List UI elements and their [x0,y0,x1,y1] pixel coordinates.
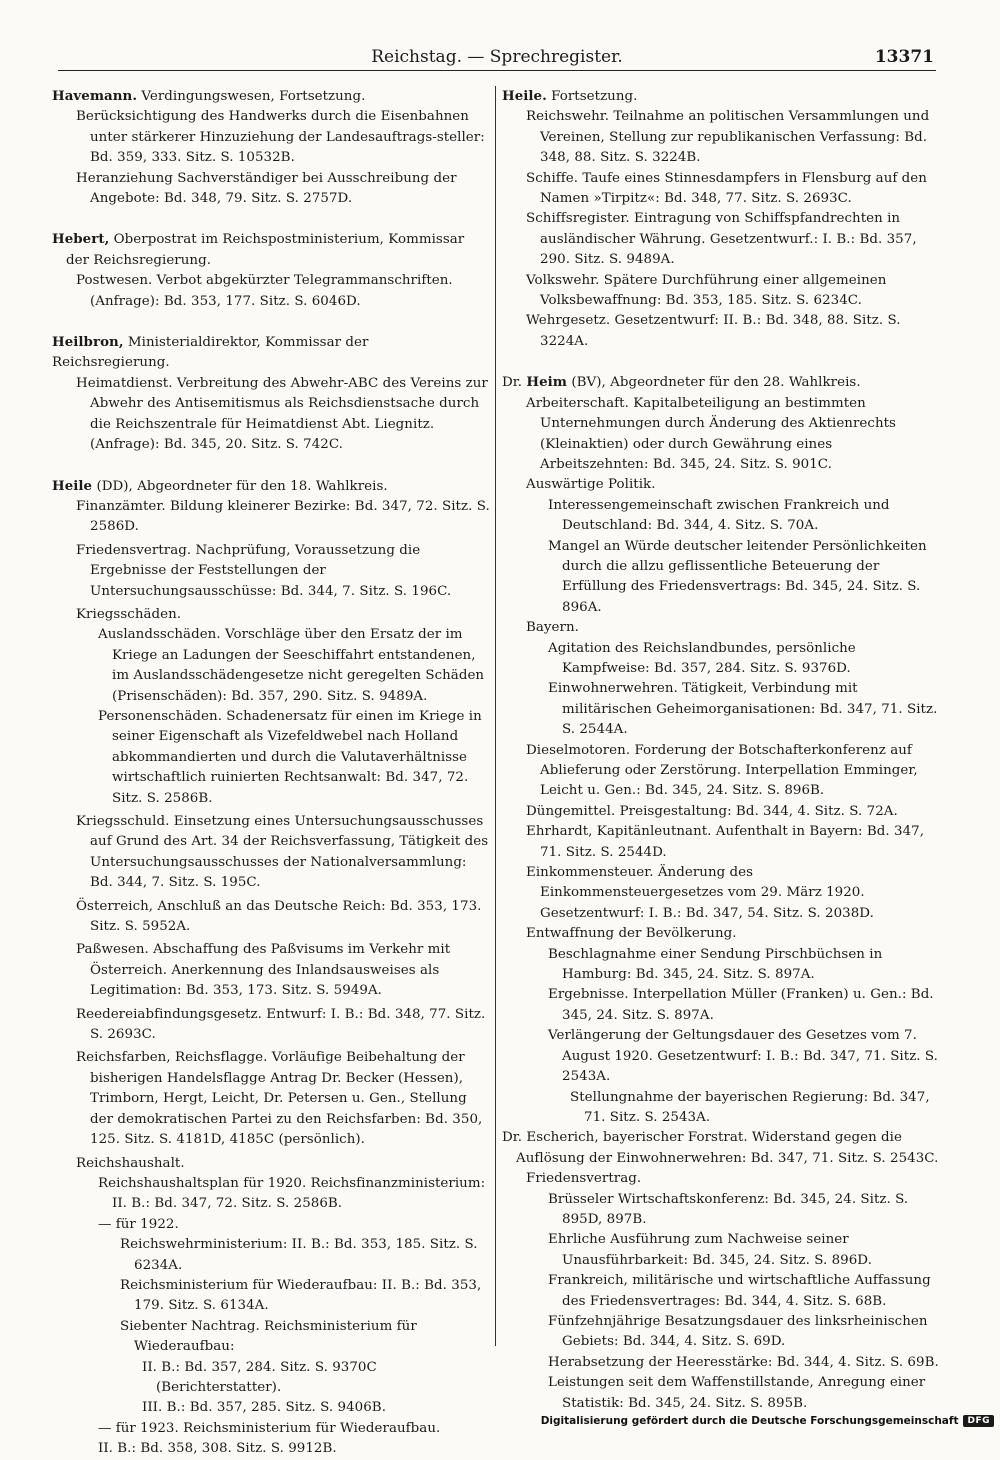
list-item: Reichshaushaltsplan für 1920. Reichsfinanzministerium: II. B.: Bd. 347, 72. Sitz. S. 2586B. [98,1175,486,1212]
keyword: Paßwesen. [76,942,149,958]
list-item: Reichsministerium für Wiederaufbau: II. B.: Bd. 353, 179. Sitz. S. 6134A. [120,1277,482,1314]
keyword: Entwaffnung der Bevölkerung. [526,926,737,942]
entry-text: Bildung kleinerer Bezirke: Bd. 347, 72. Sitz. S. 2586D. [90,498,490,535]
speaker-description: Oberpostrat im Reichspostministerium, Kommissar der Reichsregierung. [66,232,465,268]
keyword: Düngemittel. [526,803,616,819]
speaker-description: (BV), Abgeordneter für den 28. Wahlkreis. [571,375,861,391]
list-item: Brüsseler Wirtschaftskonferenz: Bd. 345, 24. Sitz. S. 895D, 897B. [548,1191,909,1227]
entry-text: Einsetzung eines Untersuchungsausschusses auf Grund des Art. 34 der Reichsverfassung, Tätigkeit des Untersuchungsausschusses der Nationalversammlung: Bd. 344, 7. Sitz. S. 195C. [90,814,489,891]
keyword: Friedensvertrag. [526,1171,642,1187]
entry-text: Kapitalbeteiligung an bestimmten Unternehmungen durch Änderung des Aktienrechts (Kleinaktien) oder durch Gewährung eines Arbeitszehnten: Bd. 345, 24. Sitz. S. 901C. [540,395,896,472]
entry-text: Gesetzentwurf: II. B.: Bd. 348, 88. Sitz. S. 3224A. [540,313,901,349]
keyword: Reichsfarben, Reichsflagge. [76,1050,268,1066]
keyword: Wehrgesetz. [526,313,611,329]
entry-text: Teilnahme an politischen Versammlungen und Vereinen, Stellung zur republikanischen Verfassung: Bd. 348, 88. Sitz. S. 3224B. [540,109,930,166]
list-item: Herabsetzung der Heeresstärke: Bd. 344, 4. Sitz. S. 69B. [548,1354,939,1370]
speaker-name: Heile. [502,88,547,104]
speaker-name: Havemann. [52,88,138,104]
speaker-name: Heile [52,477,93,494]
entry-heilbron [52,332,490,455]
speaker-description: Ministerialdirektor, Kommissar der Reichsregierung. [52,335,369,371]
list-item: Mangel an Würde deutscher leitender Persönlichkeiten durch die allzu geflissentliche Beteuerung der Erfüllung des Friedensvertrags: Bd. 345, 24. Sitz. S. 896A. [548,538,927,615]
entry-text: Änderung des Einkommensteuergesetzes vom 29. März 1920. Gesetzentwurf: I. B.: Bd. 347, 54. Sitz. S. 2038D. [540,865,874,921]
keyword: Reichshaushalt. [76,1155,185,1171]
keyword: Escherich, [526,1130,599,1146]
title-prefix: Dr. [502,375,523,391]
keyword: Postwesen. [76,273,153,289]
entry-text: Nachprüfung, Voraussetzung die Ergebnisse der Feststellungen der Untersuchungsausschüsse: Bd. 344, 7. Sitz. S. 196C. [90,542,452,599]
entry-text: Anschluß an das Deutsche Reich: Bd. 353, 173. Sitz. S. 5952A. [90,898,482,935]
list-item: Verlängerung der Geltungsdauer des Gesetzes vom 7. August 1920. Gesetzentwurf: I. B.: Bd. 347, 71. Sitz. S. 2543A. [548,1028,938,1085]
title-prefix: Dr. [502,1130,523,1146]
keyword: Ehrhardt, [526,824,593,840]
list-item: Ehrliche Ausführung zum Nachweise seiner Unausführbarkeit: Bd. 345, 24. Sitz. S. 896D. [548,1232,872,1268]
list-item: Frankreich, militärische und wirtschaftliche Auffassung des Friedensvertrages: Bd. 344, 4. Sitz. S. 68B. [548,1273,931,1309]
list-item: Personenschäden. Schadenersatz für einen im Kriege in seiner Eigenschaft als Vizefeldwebel nach Holland abkommandierten und durch die Valutaverhältnisse wirtschaftlich ruinierten Rechtsanwalt: Bd. 347, 72. Sitz. S. 2586B. [98,708,482,806]
list-item: Reichswehrministerium: II. B.: Bd. 353, 185. Sitz. S. 6234A. [120,1237,478,1273]
entry-text: Abschaffung des Paßvisums im Verkehr mit Österreich. Anerkennung des Inlandsausweises als Legitimation: Bd. 353, 173. Sitz. S. 5949A. [90,942,451,999]
topic-label: Verdingungswesen, Fortsetzung. [141,89,366,104]
list-item: II. B.: Bd. 358, 308. Sitz. S. 9912B. [98,1441,337,1457]
keyword: Schiffe. [526,170,579,186]
entry-havemann [52,86,490,209]
list-item: III. B.: Bd. 357, 285. Sitz. S. 9406B. [142,1400,387,1416]
entry-text: Entwurf: I. B.: Bd. 348, 77. Sitz. S. 2693C. [90,1006,486,1043]
page-header [58,44,936,71]
keyword: Reichswehr. [526,109,610,125]
dfg-logo: DFG [963,1415,994,1427]
list-item: Auslandsschäden. Vorschläge über den Ersatz der im Kriege an Ladungen der Seeschiffahrt entstandenen, im Auslandsschädengesetze nicht geregelten Schäden (Prisenschäden): Bd. 357, 290. Sitz. S. 9489A. [98,627,485,704]
entry-heim [502,372,940,1414]
list-item: — für 1923. Reichsministerium für Wiederaufbau. [98,1420,441,1436]
list-item: Leistungen seit dem Waffenstillstande, Anregung einer Statistik: Bd. 345, 24. Sitz. S. 895B. [548,1375,926,1411]
list-item: Interessengemeinschaft zwischen Frankreich und Deutschland: Bd. 344, 4. Sitz. S. 70A. [548,497,890,534]
list-item: Heranziehung Sachverständiger bei Ausschreibung der Angebote: Bd. 348, 79. Sitz. S. 2757D. [76,170,457,207]
keyword: Bayern. [526,620,579,636]
entry-text: Forderung der Botschafterkonferenz auf Ablieferung oder Zerstörung. Interpellation Emminger, Leicht u. Gen.: Bd. 345, 24. Sitz. S. 896B. [540,742,918,799]
speaker-name: Hebert, [52,231,110,248]
entry-text: Taufe eines Stinnesdampfers in Flensburg auf den Namen »Tirpitz«: Bd. 348, 77. Sitz. S. 2693C. [540,170,927,207]
list-item: — für 1922. [98,1216,179,1232]
speaker-description: (DD), Abgeordneter für den 18. Wahlkreis. [96,478,388,494]
entry-heile-continued [502,86,940,352]
running-title: Reichstag. — Sprechregister. [371,47,623,67]
keyword: Kriegsschäden. [76,606,182,622]
keyword: Volkswehr. [526,272,600,288]
list-item: Siebenter Nachtrag. Reichsministerium für Wiederaufbau: [120,1318,417,1355]
keyword: Finanzämter. [76,498,166,514]
list-item: Stellungnahme der bayerischen Regierung: Bd. 347, 71. Sitz. S. 2543A. [570,1089,930,1125]
entry-heile [52,476,490,1460]
list-item: Ergebnisse. Interpellation Müller (Franken) u. Gen.: Bd. 345, 24. Sitz. S. 897A. [548,987,934,1023]
topic-label: Fortsetzung. [551,89,638,104]
list-item: II. B.: Bd. 357, 284. Sitz. S. 9370C (Berichterstatter). [142,1359,377,1395]
keyword: Einkommensteuer. [526,865,654,881]
entry-text: Eintragung von Schiffspfandrechten in ausländischer Währung. Gesetzentwurf.: I. B.: Bd. 357, 290. Sitz. S. 9489A. [540,211,917,268]
list-item: Einwohnerwehren. Tätigkeit, Verbindung mit militärischen Geheimorganisationen: Bd. 347, 71. Sitz. S. 2544A. [548,681,938,738]
entry-text: Preisgestaltung: Bd. 344, 4. Sitz. S. 72A. [619,803,898,819]
list-item: Agitation des Reichslandbundes, persönliche Kampfweise: Bd. 357, 284. Sitz. S. 9376D. [548,640,856,676]
keyword: Kriegsschuld. [76,814,170,829]
entry-text: Vorläufige Beibehaltung der bisherigen Handelsflagge Antrag Dr. Becker (Hessen), Trimborn, Hergt, Leicht, Dr. Petersen u. Gen., Stellung der demokratischen Partei zu den Reichsfarben: Bd. 350, 125. Sitz. S. 4181D, 4185C (persönlich). [90,1050,483,1148]
list-item: Fünfzehnjährige Besatzungsdauer des linksrheinischen Gebiets: Bd. 344, 4. Sitz. S. 69D. [548,1313,928,1350]
keyword: Auswärtige Politik. [526,477,656,493]
entry-text: Verbreitung des Abwehr-ABC des Vereins zur Abwehr des Antisemitismus als Reichsdienstsache durch die Reichszentrale für Heimatdienst Abt. Liegnitz. (Anfrage): Bd. 345, 20. Sitz. S. 742C. [90,375,488,453]
right-column [502,86,940,1411]
digitization-credit [541,1412,994,1430]
keyword: Schiffsregister. [526,211,630,227]
list-item: Berücksichtigung des Handwerks durch die Eisenbahnen unter stärkerer Hinzuziehung der Landesauftrags-steller: Bd. 359, 333. Sitz. S. 10532B. [76,109,485,166]
list-item: Beschlagnahme einer Sendung Pirschbüchsen in Hamburg: Bd. 345, 24. Sitz. S. 897A. [548,946,883,983]
keyword: Dieselmotoren. [526,742,631,758]
keyword: Reedereiabfindungsgesetz. [76,1006,262,1022]
keyword: Friedensvertrag. [76,542,192,558]
credit-text: Digitalisierung gefördert durch die Deutsche Forschungsgemeinschaft [540,1415,959,1427]
keyword: Heimatdienst. [76,375,173,391]
speaker-name: Heim [526,374,568,391]
left-column [52,86,490,1457]
entry-text: Verbot abgekürzter Telegrammanschriften. (Anfrage): Bd. 353, 177. Sitz. S. 6046D. [90,273,453,309]
page-number: 13371 [874,47,934,67]
entry-text: Kapitänleutnant. Aufenthalt in Bayern: Bd. 347, 71. Sitz. S. 2544D. [540,824,925,860]
speaker-name: Heilbron, [52,334,124,351]
entry-hebert [52,229,490,312]
entry-text: bayerischer Forstrat. Widerstand gegen die Auflösung der Einwohnerwehren: Bd. 347, 71. Sitz. S. 2543C. [516,1130,939,1166]
entry-text: Spätere Durchführung einer allgemeinen Volksbewaffnung: Bd. 353, 185. Sitz. S. 6234C. [540,272,887,309]
keyword: Arbeiterschaft. [526,395,629,411]
keyword: Österreich, [76,898,154,914]
